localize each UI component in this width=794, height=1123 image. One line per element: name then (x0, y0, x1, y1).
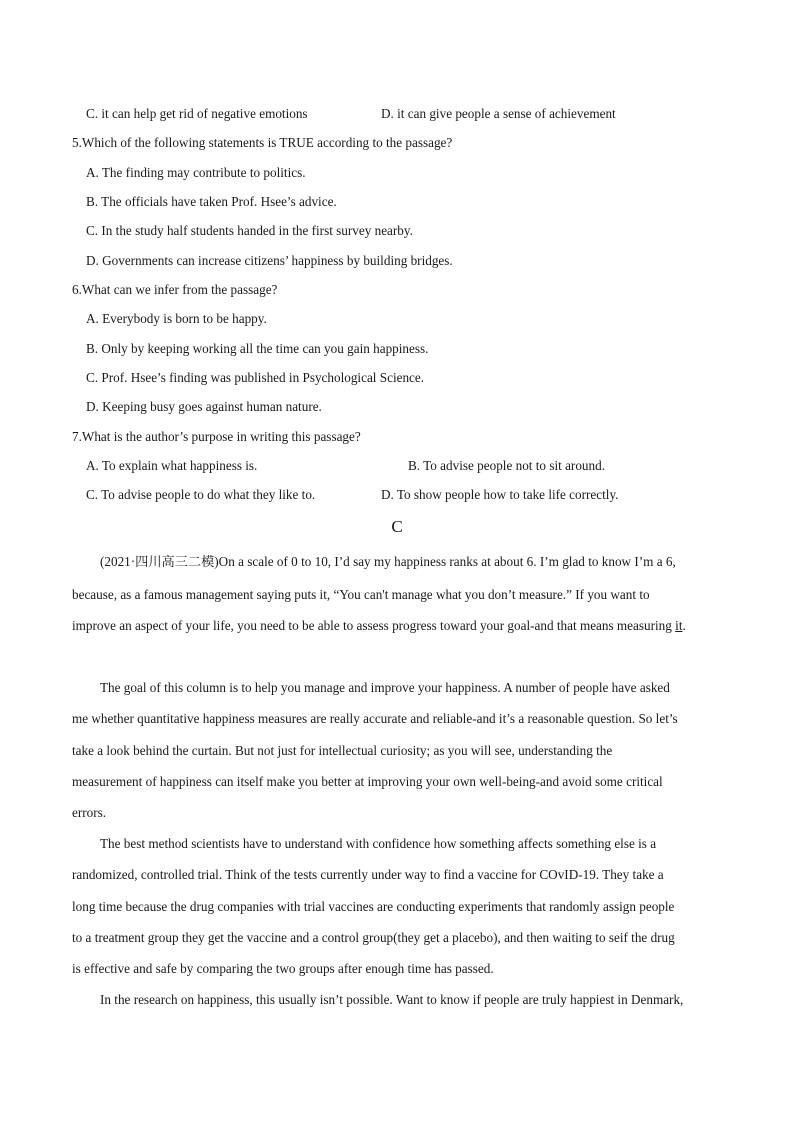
option-5b: B. The officials have taken Prof. Hsee’s advice. (86, 194, 337, 209)
para-2-line-3: take a look behind the curtain. But not just for intellectual curiosity; as you will see, understanding the (72, 743, 613, 758)
option-5d: D. Governments can increase citizens’ happiness by building bridges. (86, 253, 453, 268)
option-7c: C. To advise people to do what they like to. (86, 487, 316, 502)
option-7a: A. To explain what happiness is. (86, 458, 258, 473)
para-1-line-3-end: . (682, 618, 686, 633)
para-3-line-5: is effective and safe by comparing the two groups after enough time has passed. (72, 961, 494, 976)
option-6a: A. Everybody is born to be happy. (86, 311, 267, 326)
para-4-line-1: In the research on happiness, this usually isn’t possible. Want to know if people are truly happiest in Denmark, (100, 992, 684, 1007)
option-6b: B. Only by keeping working all the time can you gain happiness. (86, 341, 429, 356)
para-1-line-3-text: improve an aspect of your life, you need to be able to assess progress toward your goal-and that means measuring (72, 618, 676, 633)
para-2-line-1: The goal of this column is to help you manage and improve your happiness. A number of people have asked (100, 680, 670, 695)
option-6c: C. Prof. Hsee’s finding was published in Psychological Science. (86, 370, 425, 385)
para-3-line-4: to a treatment group they get the vaccine and a control group(they get a placebo), and then waiting to seif the drug (72, 930, 675, 945)
para-1-line-2: because, as a famous management saying puts it, “You can't manage what you don’t measure.” If you want to (72, 587, 650, 602)
option-4d: D. it can give people a sense of achievement (381, 106, 616, 121)
para-1-line-3 (72, 617, 686, 635)
para-2-line-4: measurement of happiness can itself make you better at improving your own well-being-and avoid some critical (72, 774, 663, 789)
option-7b: B. To advise people not to sit around. (408, 458, 605, 473)
para-3-line-3: long time because the drug companies with trial vaccines are conducting experiments that randomly assign people (72, 899, 675, 914)
para-2-line-2: me whether quantitative happiness measures are really accurate and reliable-and it’s a reasonable question. So let’s (72, 711, 678, 726)
para-3-line-1: The best method scientists have to understand with confidence how something affects something else is a (100, 836, 657, 851)
question-5-stem: 5.Which of the following statements is TRUE according to the passage? (72, 135, 453, 150)
para-2-line-5: errors. (72, 805, 107, 820)
option-7d: D. To show people how to take life correctly. (381, 487, 619, 502)
para-3-line-2: randomized, controlled trial. Think of the tests currently under way to find a vaccine for COvID-19. They take a (72, 867, 664, 882)
question-6-stem: 6.What can we infer from the passage? (72, 282, 278, 297)
option-5c: C. In the study half students handed in the first survey nearby. (86, 223, 413, 238)
option-4c: C. it can help get rid of negative emotions (86, 106, 308, 121)
question-7-stem: 7.What is the author’s purpose in writing this passage? (72, 429, 361, 444)
para-1-line-1: (2021·四川高三二模)On a scale of 0 to 10, I’d say my happiness ranks at about 6. I’m glad to know I’m a 6, (100, 554, 676, 569)
underlined-it: it (675, 618, 683, 633)
option-5a: A. The finding may contribute to politics. (86, 165, 306, 180)
option-6d: D. Keeping busy goes against human nature. (86, 399, 322, 414)
section-c-heading: C (391, 517, 403, 536)
